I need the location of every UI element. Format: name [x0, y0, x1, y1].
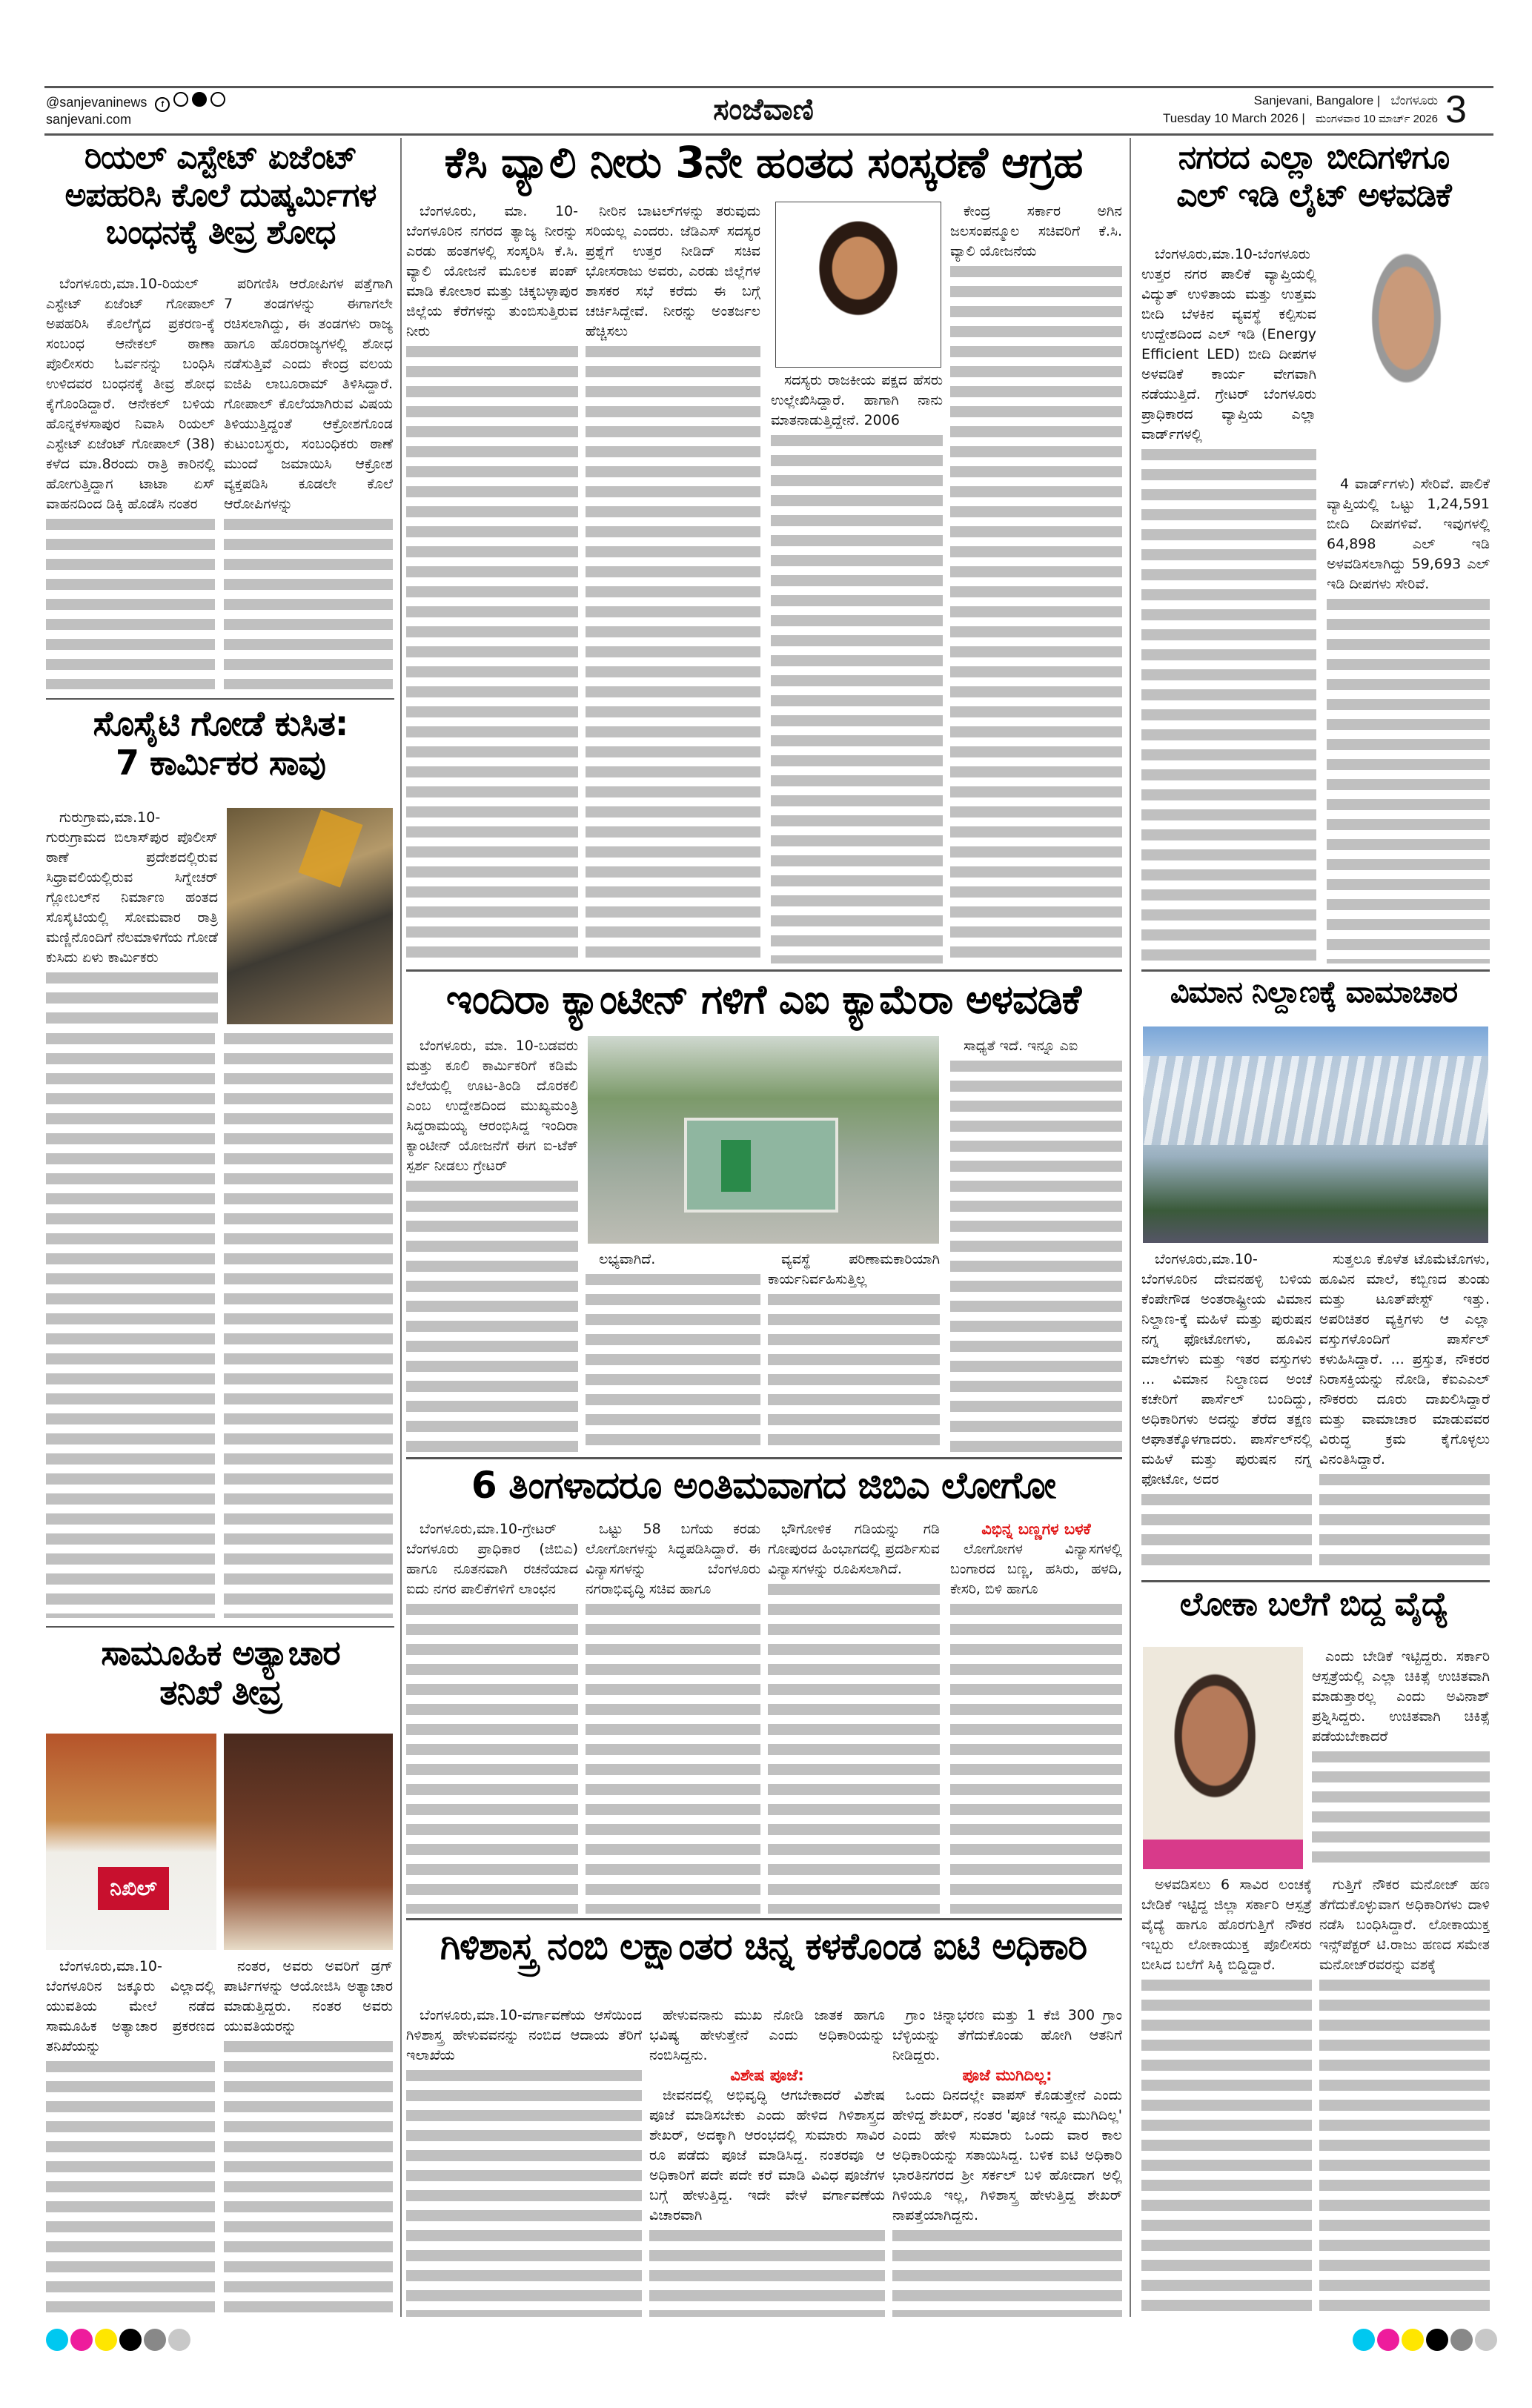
body-col-1: ಬೆಂಗಳೂರು,ಮಾ.10-ವರ್ಗಾವಣೆಯ ಆಸೆಯಿಂದ ಗಿಳಿಶಾಸ್ತ್ರ ಹೇಳುವವನನ್ನು ನಂಬಿದ ಆದಾಯ ತೆರಿಗೆ ಇಲಾಖೆಯ [406, 2006, 642, 2317]
date-en: Tuesday 10 March 2026 | [1162, 111, 1305, 125]
body-col-3: ವ್ಯವಸ್ಥೆ ಪರಿಣಾಮಕಾರಿಯಾಗಿ ಕಾರ್ಯನಿರ್ವಹಿಸುತ್ತಿಲ್ಲ [768, 1250, 940, 1453]
politician-photo [775, 202, 941, 368]
headline: ಸಾಮೂಹಿಕ ಅತ್ಯಾಚಾರ ತನಿಖೆ ತೀವ್ರ [101, 1633, 340, 1712]
registration-marks-right [1353, 2329, 1499, 2354]
body-col-1: ಬೆಂಗಳೂರು,ಮಾ.10-ಬೆಂಗಳೂರಿನ ಜಕ್ಕೂರು ವಿಲ್ಲಾದಲ್ಲಿ ಯುವತಿಯ ಮೇಲೆ ನಡೆದ ಸಾಮೂಹಿಕ ಅತ್ಯಾಚಾರ ಪ್ರಕರಣದ ತನಿಖೆಯನ್ನು [46, 1957, 215, 2316]
body-col-2: 4 ವಾರ್ಡ್‌ಗಳು) ಸೇರಿವೆ. ಪಾಲಿಕೆ ವ್ಯಾಪ್ತಿಯಲ್ಲಿ ಒಟ್ಟು 1,24,591 ಬೀದಿ ದೀಪಗಳಿವೆ. ಇವುಗಳಲ್ಲಿ 64,898 ಎಲ್ ಇಡಿ ಅಳವಡಿಸಲಾಗಿದ್ದು 59,693 ಎಲ್ ಇಡಿ ದೀಪಗಳು ಸೇರಿವೆ. [1327, 474, 1490, 963]
subhead: ವಿಭಿನ್ನ ಬಣ್ಣಗಳ ಬಳಕೆ [981, 1520, 1091, 1538]
name-badge: ನಿಖಿಲ್ [98, 1867, 169, 1910]
divider [406, 969, 1122, 972]
masthead-logo [667, 90, 860, 129]
body-col-1: ಎಂದು ಬೇಡಿಕೆ ಇಟ್ಟಿದ್ದರು. ಸರ್ಕಾರಿ ಆಸ್ಪತ್ರೆಯಲ್ಲಿ ಎಲ್ಲಾ ಚಿಕಿತ್ಸೆ ಉಚಿತವಾಗಿ ಮಾಡುತ್ತಾರಲ್ಲ ಎಂದು ಅವಿನಾಶ್ ಪ್ರಶ್ನಿಸಿದ್ದರು. ಉಚಿತವಾಗಿ ಚಿಕಿತ್ಸೆ ಪಡೆಯಬೇಕಾದರೆ [1312, 1647, 1490, 1869]
divider [46, 1626, 394, 1628]
masthead-right [1052, 92, 1438, 128]
body-col-1: ಬೆಂಗಳೂರು, ಮಾ. 10-ಬಡವರು ಮತ್ತು ಕೂಲಿ ಕಾರ್ಮಿಕರಿಗೆ ಕಡಿಮೆ ಬೆಲೆಯಲ್ಲಿ ಊಟ-ತಿಂಡಿ ದೊರಕಲಿ ಎಂಬ ಉದ್ದೇಶದಿಂದ ಮುಖ್ಯಮಂತ್ರಿ ಸಿದ್ದರಾಮಯ್ಯ ಆರಂಭಿಸಿದ್ದ ಇಂದಿರಾ ಕ್ಯಾಂಟೀನ್ ಯೋಜನೆಗೆ ಈಗ ಐ-ಟೆಕ್ ಸ್ಪರ್ಶ ನೀಡಲು ಗ್ರೇಟರ್ [406, 1036, 578, 1453]
body-col-1: ಗುರುಗ್ರಾಮ,ಮಾ.10-ಗುರುಗ್ರಾಮದ ಬಿಲಾಸ್‌ಪುರ ಪೊಲೀಸ್ ಠಾಣೆ ಪ್ರದೇಶದಲ್ಲಿರುವ ಸಿಧ್ರಾವಲಿಯಲ್ಲಿರುವ ಸಿಗ್ನೇಚರ್ ಗ್ಲೋಬಲ್‌ನ ನಿರ್ಮಾಣ ಹಂತದ ಸೊಸೈಟಿಯಲ್ಲಿ ಸೋಮವಾರ ರಾತ್ರಿ ಮಣ್ಣಿನೊಂದಿಗೆ ನೆಲಮಾಳಿಗೆಯ ಗೋಡೆ ಕುಸಿದು ಏಳು ಕಾರ್ಮಿಕರು [46, 808, 218, 1026]
divider [406, 1457, 1122, 1459]
black-mark [1426, 2329, 1448, 2351]
light-gray-mark [1475, 2329, 1497, 2351]
body-col-1: ಬೆಂಗಳೂರು, ಮಾ. 10- ಬೆಂಗಳೂರಿನ ನಗರದ ತ್ಯಾಜ್ಯ ನೀರನ್ನು ಎರಡು ಹಂತಗಳಲ್ಲಿ ಸಂಸ್ಕರಿಸಿ ಕೆ.ಸಿ. ವ್ಯಾಲಿ ಯೋಜನೆ ಮೂಲಕ ಪಂಪ್ ಮಾಡಿ ಕೋಲಾರ ಮತ್ತು ಚಿಕ್ಕಬಳ್ಳಾಪುರ ಜಿಲ್ಲೆಯ ಕೆರೆಗಳನ್ನು ತುಂಬಿಸುತ್ತಿರುವ ನೀರು [406, 202, 578, 963]
headline: ಗಿಳಿಶಾಸ್ತ್ರ ನಂಬಿ ಲಕ್ಷಾಂತರ ಚಿನ್ನ ಕಳಕೊಂಡ ಐಟಿ ಅಧಿಕಾರಿ [440, 1925, 1087, 1968]
edition: Sanjevani, Bangalore | [1253, 93, 1381, 107]
magenta-mark [1377, 2329, 1399, 2351]
divider [406, 1918, 1122, 1920]
gray-mark [1450, 2329, 1473, 2351]
canteen-photo [588, 1036, 939, 1244]
top-rule [44, 86, 1493, 88]
body-col-2: ಅಳವಡಿಸಲು 6 ಸಾವಿರ ಲಂಚಕ್ಕೆ ಬೇಡಿಕೆ ಇಟ್ಟಿದ್ದ ಜಿಲ್ಲಾ ಸರ್ಕಾರಿ ಆಸ್ಪತ್ರೆ ವೈದ್ಯೆ ಹಾಗೂ ಹೊರಗುತ್ತಿಗೆ ನೌಕರ ಇಬ್ಬರು ಲೋಕಾಯುಕ್ತ ಪೊಲೀಸರು ಬೀಸಿದ ಬಲೆಗೆ ಸಿಕ್ಕಿ ಬಿದ್ದಿದ್ದಾರೆ. [1141, 1875, 1312, 2317]
youtube-icon[interactable] [192, 92, 207, 107]
body-col-2: ನಂತರ, ಅವರು ಅವರಿಗೆ ಡ್ರಗ್ ಪಾರ್ಟಿಗಳನ್ನು ಆಯೋಜಿಸಿ ಅತ್ಯಾಚಾರ ಮಾಡುತ್ತಿದ್ದರು. ನಂತರ ಅವರು ಯುವತಿಯರನ್ನು [224, 1957, 393, 2316]
airport-photo [1143, 1026, 1488, 1243]
divider [46, 698, 394, 700]
magenta-mark [70, 2329, 93, 2351]
black-mark [119, 2329, 142, 2351]
body-col-4: ಕೇಂದ್ರ ಸರ್ಕಾರ ಅಗಿನ ಜಲಸಂಪನ್ಮೂಲ ಸಚಿವರಿಗೆ ಕೆ.ಸಿ. ವ್ಯಾಲಿ ಯೋಜನೆಯ [950, 202, 1122, 963]
facebook-icon[interactable]: f [155, 97, 170, 112]
gray-mark [144, 2329, 166, 2351]
social-icons [155, 95, 225, 110]
headline: ವಿಮಾನ ನಿಲ್ದಾಣಕ್ಕೆ ವಾಮಾಚಾರ [1170, 975, 1458, 1009]
subhead-pooja-not-over: ಪೂಜೆ ಮುಗಿದಿಲ್ಲ: [962, 2066, 1052, 2084]
instagram-icon[interactable] [173, 92, 188, 107]
divider [1141, 969, 1490, 972]
body-col-4: ಸಾಧ್ಯತೆ ಇದೆ. ಇನ್ನೂ ಎಐ [950, 1036, 1122, 1453]
body-col-2: ಹೇಳುವನಾನು ಮುಖ ನೋಡಿ ಜಾತಕ ಹಾಗೂ ಭವಿಷ್ಯ ಹೇಳುತ್ತೇನೆ ಎಂದು ಅಧಿಕಾರಿಯನ್ನು ನಂಬಿಸಿದ್ದನು. ವಿಶೇಷ ಪೂಜೆ: ಜೀವನದಲ್ಲಿ ಅಭಿವೃದ್ಧಿ ಆಗಬೇಕಾದರೆ ವಿಶೇಷ ಪೂಜೆ ಮಾಡಿಸಬೇಕು ಎಂದು ಹೇಳಿದ ಗಿಳಿಶಾಸ್ತ್ರದ ಶೇಖರ್, ಅದಕ್ಕಾಗಿ ಆರಂಭದಲ್ಲಿ ಸುಮಾರು ಸಾವಿರ ರೂ ಪಡೆದು ಪೂಜೆ ಮಾಡಿಸಿದ್ದ. ನಂತರವೂ ಆ ಅಧಿಕಾರಿಗೆ ಪದೇ ಪದೇ ಕರೆ ಮಾಡಿ ವಿವಿಧ ಪೂಜೆಗಳ ಬಗ್ಗೆ ಹೇಳುತ್ತಿದ್ದ. ಇದೇ ವೇಳೆ ವರ್ಗಾವಣೆಯ ವಿಚಾರವಾಗಿ [649, 2006, 885, 2317]
divider [1141, 1580, 1490, 1582]
body-col-2: ನೀರಿನ ಬಾಟಲ್‌ಗಳನ್ನು ತರುವುದು ಸರಿಯಲ್ಲ ಎಂದರು. ಜೆಡಿಎಸ್ ಸದಸ್ಯರ ಪ್ರಶ್ನೆಗೆ ಉತ್ತರ ನೀಡಿದ್ ಸಚಿವ ಭೋಸರಾಜು ಅವರು, ಎರಡು ಜಿಲ್ಲೆಗಳ ಶಾಸಕರ ಸಭೆ ಕರೆದು ಈ ಬಗ್ಗೆ ಚರ್ಚಿಸಿದ್ದೇವೆ. ನೀರನ್ನು ಅಂತರ್ಜಲ ಹೆಚ್ಚಿಸಲು [586, 202, 760, 963]
body-col-2 [46, 1029, 215, 1618]
collapse-site-photo [227, 808, 393, 1024]
body-col-3: ಗುತ್ತಿಗೆ ನೌಕರ ಮನೋಜ್ ಹಣ ತೆಗೆದುಕೊಳ್ಳುವಾಗ ಅಧಿಕಾರಿಗಳು ದಾಳಿ ನಡೆಸಿ ಬಂಧಿಸಿದ್ದಾರೆ. ಲೋಕಾಯುಕ್ತ ಇನ್ಸ್‌ಪೆಕ್ಟರ್ ಟಿ.ರಾಜು ಹಣದ ಸಮೇತ ಮನೋಜ್‌ರವರನ್ನು ವಶಕ್ಕೆ [1319, 1875, 1490, 2317]
body-col-3: ಸದಸ್ಯರು ರಾಜಕೀಯ ಪಕ್ಷದ ಹೆಸರು ಉಲ್ಲೇಖಿಸಿದ್ದಾರೆ. ಹಾಗಾಗಿ ನಾನು ಮಾತನಾಡುತ್ತಿದ್ದೇನೆ. 2006 [771, 371, 943, 963]
masthead-left [46, 92, 225, 127]
body-col-2: ಲಭ್ಯವಾಗಿದೆ. [586, 1250, 760, 1453]
headline: ಲೋಕಾ ಬಲೆಗೆ ಬಿದ್ದ ವೈದ್ಯೆ [1179, 1585, 1448, 1623]
body-col-1: ಬೆಂಗಳೂರು,ಮಾ.10-ಗ್ರೇಟರ್ ಬೆಂಗಳೂರು ಪ್ರಾಧಿಕಾರ (ಜಿಬಿಎ) ಹಾಗೂ ನೂತನವಾಗಿ ರಚನೆಯಾದ ಐದು ನಗರ ಪಾಲಿಕೆಗಳಿಗೆ ಲಾಂಛನ [406, 1519, 578, 1914]
column-divider-left [400, 138, 402, 2317]
social-handle: @sanjevaninews [46, 95, 147, 110]
light-gray-mark [168, 2329, 190, 2351]
header-rule [44, 133, 1493, 136]
page-number: 3 [1445, 88, 1467, 131]
body-col-3 [224, 1029, 393, 1618]
body-col-2: ಪರಿಗಣಿಸಿ ಆರೋಪಿಗಳ ಪತ್ತೆಗಾಗಿ 7 ತಂಡಗಳನ್ನು ಈಗಾಗಲೇ ರಚಿಸಲಾಗಿದ್ದು, ಈ ತಂಡಗಳು ರಾಜ್ಯ ಹಾಗೂ ಹೊರರಾಜ್ಯಗಳಲ್ಲಿ ಶೋಧ ನಡೆಸುತ್ತಿವೆ ಎಂದು ಕೇಂದ್ರ ವಲಯ ಐಜಿಪಿ ಲಾಬೂರಾಮ್ ತಿಳಿಸಿದ್ದಾರೆ. ಗೋಪಾಲ್ ಕೊಲೆಯಾಗಿರುವ ವಿಷಯ ತಿಳಿಯುತ್ತಿದ್ದಂತೆ ಆಕ್ರೋಶಗೊಂಡ ಕುಟುಂಬಸ್ಥರು, ಸಂಬಂಧಿಕರು ಠಾಣೆ ಮುಂದೆ ಜಮಾಯಿಸಿ ಆಕ್ರೋಶ ವ್ಯಕ್ತಪಡಿಸಿ ಕೂಡಲೇ ಕೊಲೆ ಆರೋಪಿಗಳನ್ನು [224, 274, 393, 689]
body-col-2: ಒಟ್ಟು 58 ಬಗೆಯ ಕರಡು ಲೋಗೋಗಳನ್ನು ಸಿದ್ಧಪಡಿಸಿದ್ದಾರೆ. ಈ ವಿನ್ಯಾಸಗಳನ್ನು ಬೆಂಗಳೂರು ನಗರಾಭಿವೃದ್ಧಿ ಸಚಿವ ಹಾಗೂ [586, 1519, 760, 1914]
body-col-3: ಭೌಗೋಳಿಕ ಗಡಿಯನ್ನು ಗಡಿ ಗೋಪುರದ ಹಿಂಭಾಗದಲ್ಲಿ ಪ್ರದರ್ಶಿಸುವ ವಿನ್ಯಾಸಗಳನ್ನು ರೂಪಿಸಲಾಗಿದೆ. [768, 1519, 940, 1914]
body-col-1: ಬೆಂಗಳೂರು,ಮಾ.10-ಬೆಂಗಳೂರು ಉತ್ತರ ನಗರ ಪಾಲಿಕೆ ವ್ಯಾಪ್ತಿಯಲ್ಲಿ ವಿದ್ಯುತ್ ಉಳಿತಾಯ ಮತ್ತು ಉತ್ತಮ ಬೀದಿ ಬೆಳಕಿನ ವ್ಯವಸ್ಥೆ ಕಲ್ಪಿಸುವ ಉದ್ದೇಶದಿಂದ ಎಲ್ ಇಡಿ (Energy Efficient LED) ಬೀದಿ ದೀಪಗಳ ಅಳವಡಿಕೆ ಕಾರ್ಯ ವೇಗವಾಗಿ ನಡೆಯುತ್ತಿದೆ. ಗ್ರೇಟರ್ ಬೆಂಗಳೂರು ಪ್ರಾಧಿಕಾರದ ವ್ಯಾಪ್ತಿಯ ಎಲ್ಲಾ ವಾರ್ಡ್‌ಗಳಲ್ಲಿ [1141, 245, 1316, 963]
registration-marks-left [46, 2329, 193, 2354]
yellow-mark [1402, 2329, 1424, 2351]
logo-text: ಸಂಜೆವಾಣಿ [713, 93, 814, 127]
headline: ಸೊಸೈಟಿ ಗೋಡೆ ಕುಸಿತ: 7 ಕಾರ್ಮಿಕರ ಸಾವು [93, 703, 348, 783]
accused-photo-1 [46, 1734, 216, 1950]
headline: ಇಂದಿರಾ ಕ್ಯಾಂಟೀನ್ ಗಳಿಗೆ ಎಐ ಕ್ಯಾಮೆರಾ ಅಳವಡಿಕೆ [445, 976, 1081, 1023]
body-col-1: ಬೆಂಗಳೂರು,ಮಾ.10-ರಿಯಲ್ ಎಸ್ಟೇಟ್ ಏಜೆಂಟ್ ಗೋಪಾಲ್ ಅಪಹರಿಸಿ ಕೊಲೆಗೈದ ಪ್ರಕರಣ-ಕ್ಕೆ ಸಂಬಂಧ ಆನೇಕಲ್ ಠಾಣಾ ಪೊಲೀಸರು ಓರ್ವನನ್ನು ಬಂಧಿಸಿ ಉಳಿದವರ ಬಂಧನಕ್ಕೆ ತೀವ್ರ ಶೋಧ ಕೈಗೊಂಡಿದ್ದಾರೆ. ಆನೇಕಲ್ ಬಳಿಯ ಹೊನ್ನಕಳಸಾಪುರ ನಿವಾಸಿ ರಿಯಲ್ ಎಸ್ಟೇಟ್ ಏಜೆಂಟ್ ಗೋಪಾಲ್ (38) ಕಳೆದ ಮಾ.8ರಂದು ರಾತ್ರಿ ಕಾರಿನಲ್ಲಿ ಹೋಗುತ್ತಿದ್ದಾಗ ಟಾಟಾ ಏಸ್ ವಾಹನದಿಂದ ಡಿಕ್ಕಿ ಹೊಡೆಸಿ ನಂತರ [46, 274, 215, 689]
headline: ನಗರದ ಎಲ್ಲಾ ಬೀದಿಗಳಿಗೂ ಎಲ್ ಇಡಿ ಲೈಟ್ ಅಳವಡಿಕೆ [1176, 139, 1451, 214]
body-col-3: ಗ್ರಾಂ ಚಿನ್ನಾಭರಣ ಮತ್ತು 1 ಕೆಜಿ 300 ಗ್ರಾಂ ಬೆಳ್ಳಿಯನ್ನು ತೆಗೆದುಕೊಂಡು ಹೋಗಿ ಆತನಿಗೆ ನೀಡಿದ್ದರು. ಪೂಜೆ ಮುಗಿದಿಲ್ಲ: ಒಂದು ದಿನದಲ್ಲೇ ವಾಪಸ್ ಕೊಡುತ್ತೇನೆ ಎಂದು ಹೇಳಿದ್ದ ಶೇಖರ್, ನಂತರ 'ಪೂಜೆ ಇನ್ನೂ ಮುಗಿದಿಲ್ಲ' ಎಂದು ಹೇಳಿ ಸುಮಾರು ಒಂದು ವಾರ ಕಾಲ ಅಧಿಕಾರಿಯನ್ನು ಸತಾಯಿಸಿದ್ದ. ಬಳಿಕ ಐಟಿ ಅಧಿಕಾರಿ ಭಾರತಿನಗರದ ಶ್ರೀ ಸರ್ಕಲ್ ಬಳಿ ಹೋದಾಗ ಅಲ್ಲಿ ಗಿಳಿಯೂ ಇಲ್ಲ, ಗಿಳಿಶಾಸ್ತ್ರ ಹೇಳುತ್ತಿದ್ದ ಶೇಖರ್ ನಾಪತ್ತೆಯಾಗಿದ್ದನು. [892, 2006, 1122, 2317]
doctor-photo [1143, 1647, 1303, 1869]
body-col-2: ಸುತ್ತಲೂ ಕೊಳೆತ ಟೊಮೆಟೊಗಳು, ಹೂವಿನ ಮಾಲೆ, ಕಬ್ಬಿಣದ ತುಂಡು ಮತ್ತು ಟೂತ್‌ಪೇಸ್ಟ್ ಇತ್ತು. ಅಪರಿಚಿತರ ವ್ಯಕ್ತಿಗಳು ಆ ಎಲ್ಲಾ ವಸ್ತುಗಳೊಂದಿಗೆ ಪಾರ್ಸೆಲ್ ಕಳುಹಿಸಿದ್ದಾರೆ. ... ಪ್ರಸ್ತುತ, ನೌಕರರ ನಿರಾಸಕ್ತಿಯನ್ನು ನೋಡಿ, ಕೆಐಎಎಲ್ ನೌಕರರು ದೂರು ದಾಖಲಿಸಿದ್ದಾರೆ ಮತ್ತು ವಾಮಾಚಾರ ಮಾಡುವವರ ವಿರುದ್ಧ ಕ್ರಮ ಕೈಗೊಳ್ಳಲು ವಿನಂತಿಸಿದ್ದಾರೆ. [1319, 1250, 1490, 1568]
edition-kn: ಬೆಂಗಳೂರು [1390, 93, 1438, 107]
cyan-mark [46, 2329, 68, 2351]
body-col-1: ಬೆಂಗಳೂರು,ಮಾ.10-ಬೆಂಗಳೂರಿನ ದೇವನಹಳ್ಳಿ ಬಳಿಯ ಕೆಂಪೇಗೌಡ ಅಂತರಾಷ್ಟ್ರೀಯ ವಿಮಾನ ನಿಲ್ದಾಣ-ಕ್ಕೆ ಮಹಿಳೆ ಮತ್ತು ಪುರುಷನ ನಗ್ನ ಫೋಟೋಗಳು, ಹೂವಿನ ಮಾಲೆಗಳು ಮತ್ತು ಇತರ ವಸ್ತುಗಳು ... ವಿಮಾನ ನಿಲ್ದಾಣದ ಅಂಚೆ ಕಚೇರಿಗೆ ಪಾರ್ಸೆಲ್ ಬಂದಿದ್ದು, ಅಧಿಕಾರಿಗಳು ಅದನ್ನು ತೆರೆದ ತಕ್ಷಣ ಆಘಾತಕ್ಕೊಳಗಾದರು. ಪಾರ್ಸೆಲ್‌ನಲ್ಲಿ ಮಹಿಳೆ ಮತ್ತು ಪುರುಷನ ನಗ್ನ ಫೋಟೋ, ಅದರ [1141, 1250, 1312, 1568]
column-divider-right [1130, 138, 1131, 2317]
cyan-mark [1353, 2329, 1375, 2351]
website[interactable]: sanjevani.com [46, 112, 132, 127]
date-kn: ಮಂಗಳವಾರ 10 ಮಾರ್ಚ್ 2026 [1315, 113, 1438, 125]
body-col-4: ವಿಭಿನ್ನ ಬಣ್ಣಗಳ ಬಳಕೆ ಲೋಗೋಗಳ ವಿನ್ಯಾಸಗಳಲ್ಲಿ ಬಂಗಾರದ ಬಣ್ಣ, ಹಸಿರು, ಹಳದಿ, ಕೇಸರಿ, ಬಿಳಿ ಹಾಗೂ [950, 1519, 1122, 1914]
twitter-icon[interactable] [210, 92, 225, 107]
headline: 6 ತಿಂಗಳಾದರೂ ಅಂತಿಮವಾಗದ ಜಿಬಿಎ ಲೋಗೋ [471, 1464, 1056, 1507]
official-photo [1327, 248, 1486, 467]
subhead-special-pooja: ವಿಶೇಷ ಪೂಜೆ: [730, 2066, 804, 2084]
accused-photo-2 [224, 1734, 393, 1950]
yellow-mark [95, 2329, 117, 2351]
headline: ರಿಯಲ್ ಎಸ್ಟೇಟ್ ಏಜೆಂಟ್ ಅಪಹರಿಸಿ ಕೊಲೆ ದುಷ್ಕರ್ಮಿಗಳ ಬಂಧನಕ್ಕೆ ತೀವ್ರ ಶೋಧ [64, 139, 377, 252]
headline: ಕೆಸಿ ವ್ಯಾಲಿ ನೀರು 3ನೇ ಹಂತದ ಸಂಸ್ಕರಣೆ ಆಗ್ರಹ [444, 137, 1083, 188]
